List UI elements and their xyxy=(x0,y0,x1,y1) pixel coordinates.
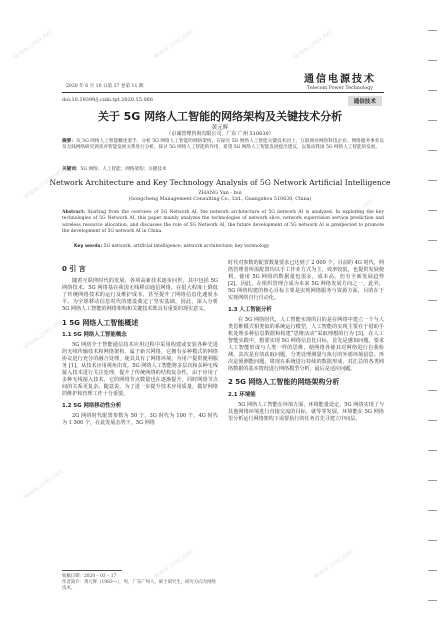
author-bio: 作者简介：黄元辉（1983—），男，广东广州人，硕士研究生，研究方向为网络技术。 xyxy=(62,580,216,591)
header-rule xyxy=(62,92,384,93)
body-paragraph: 时代对参数的配置数量要求已达到了 2 000 个，目前的 4G 时代，网络管理者所需配置均以手工作业方式为主，效率较低，也提供发展便利。使用 5G 网络的数据量也很多，成本高，但有全新发展趋势 [2]。因此，在组织管理合成为未来 5G 网络发展方向之一。此外，5G 网络构建的核心目标主要是实现网络服务与资源方面，目的在于实现网络自行自动化。 xyxy=(228,260,384,302)
title-cn: 关于 5G 网络人工智能的网络架构及关键技术分析 xyxy=(97,110,343,123)
doi-link[interactable]: doi:10.19399/j.cnki.tpt.2020.15.066 xyxy=(62,97,154,103)
watermark-text: www.cnki.net xyxy=(11,27,55,61)
body-paragraph: 5G 网络人工智能在环境方面，环境能量设定，5G 网络实现了与其他网络环境进行直接交流的目标。就等等发展。环境能在 5G 网络里分析运行网络架构下需要执行的任务首先寻建立中间层。 xyxy=(228,401,384,422)
keywords-en xyxy=(74,244,384,249)
section-heading: 0 引 言 xyxy=(62,265,86,273)
watermark-text: www.cnki.net xyxy=(151,27,195,61)
footnote-rule xyxy=(62,570,122,571)
author-cn: 黄元辉 xyxy=(211,125,229,131)
watermark-text: www.cnki.net xyxy=(21,317,65,351)
abstract-cn-text: 从 5G 网络人工智能概述着手，分析 5G 网络人工智能的网络架构，在探究 5G 网络人工智能关键技术同上，互联网对网络科技企业、网络服务事业以及无线网络研究调查对智能发展关系进行分析，探讨 5G 网络人工智能的作用，希望 5G 网络人工智能发展提出建议，以推动我国 5G 网络人工智能的发展。 xyxy=(62,139,384,151)
watermark-text: www.cnki.net xyxy=(21,467,65,501)
footnote xyxy=(62,570,218,592)
page-edge-marks xyxy=(424,0,440,620)
author-en: ZHANG Yan - hui xyxy=(198,190,242,196)
watermark-text: www.cnki.net xyxy=(21,167,65,201)
title-en: Network Architecture and Key Technology Analysis of 5G Network Artificial Intelligence xyxy=(49,178,391,187)
keywords-en-text: 5G network; artificial intelligence; network architecture; key technology xyxy=(103,244,270,249)
affiliation-cn: （京诚管理咨询有限公司，广东 广州 510630） xyxy=(166,131,274,137)
topic-badge: 通信技术 xyxy=(348,96,382,106)
section-heading: 1 5G 网络人工智能概述 xyxy=(62,318,139,327)
subsection-heading: 1.1 5G 网络人工智能概念 xyxy=(62,331,127,338)
watermark-text: www.cnki.net xyxy=(311,547,355,581)
watermark-text: www.cnki.net xyxy=(331,347,375,381)
body-paragraph: 随着互联网时代的发展，各项高新技术逐步问世，其中包括 5G 网络技术。5G 网络基在我国无线移动通信网络，在很大程度上降低了传统网络技术的运行及维护成本，甚至提升了网络信息化速度水平。为全球移动信息时代的建设奠定了坚实基础。因此，深入分析 5G 网络人工智能的网络架构和关键技术既具有重要的现实意义。 xyxy=(62,278,218,313)
watermark-text: www.cnki.net xyxy=(331,197,375,231)
issue-info: 2020 年 6 月 10 日第 37 卷第 11 期 xyxy=(66,84,144,89)
abstract-en-text: Starting from the overview of 5G Network AI, the network architecture of 5G network AI is analyzed. In exploring the key technologies of 5G Network AI, this paper mainly analyzes the technologies of network slice, network supervision service prediction and wireless resource allocation, and discusses the role of 5G Network AI, the future development of 5G network AI is prospected to promote the development of 5G network AI in China. xyxy=(62,210,384,234)
watermark-text: www.cnki.net xyxy=(291,27,335,61)
keywords-cn xyxy=(62,166,384,172)
keywords-cn-text: 5G 网络；人工智能；网络架构；关键技术 xyxy=(80,167,167,172)
body-paragraph: 在 5G 网络时代，人工智能实现的目的是在网络中建立一个与人类思维模式相类似的系统运行模型，人工智能的实现主要在于借助手机处理多种信息数据和构建“思维活动”采取理想的行为 [3]。在人工智能实践中，想要实现 5G 网络信息化目标，首先是感知问题，要求人工智能形成与人类一样的思维，使网络各使其对网络进行自我检测，其次是有效获取问题，分类处理测量与执行的外部环境信息；再次是预测能问题，将现在系统进行持续的数据形成，对汇总的各类网络数据的基本情况进行网络模型分析，最后是适应问题。 xyxy=(228,316,384,373)
received-date: 收稿日期：2020 – 03 – 17 xyxy=(62,574,117,579)
journal-name-cn: 通信电源技术 xyxy=(304,74,376,85)
abstract-en-label: Abstract: xyxy=(62,210,86,215)
body-paragraph: 2G 网络时代配置参数为 50 个，3G 时代为 100 个，4G 时代为 1 500 个，在此发展态势下，5G 网络 xyxy=(62,412,218,426)
subsection-heading: 2.1 环境能 xyxy=(228,391,256,398)
journal-name-en: Telecom Power Technology xyxy=(307,86,373,91)
subsection-heading: 1.3 人工智能分析 xyxy=(228,306,272,313)
abstract-en xyxy=(62,210,384,235)
keywords-en-label: Key words: xyxy=(74,244,103,249)
abstract-cn xyxy=(62,139,384,152)
watermark-text: www.cnki.net xyxy=(151,547,195,581)
affiliation-en: (Gongcheng Management Consulting Co., Ltd., Guangzhou 510630, China) xyxy=(128,197,312,202)
keywords-cn-label: 关键词： xyxy=(62,167,81,172)
journal-masthead xyxy=(304,70,376,91)
body-column-left xyxy=(62,260,218,427)
abstract-cn-label: 摘要： xyxy=(62,139,76,144)
section-heading: 2 5G 网络人工智能的网络架构分析 xyxy=(228,378,340,387)
body-paragraph: 5G 网络介于智能通信技术应用过程中采用构建或安装各种先进的无线传输技术和网络架构，属于新兴网络，它拥有多种模式的网络协议进行充分的融合处理，使其具有了网络环境，为用户提供便利服务 [1]。从技术应用视角出发，5G 网络人工智能将多层次和多种无线接入技术进行关注处理，提升了传统网络的结构复杂性，由于应用了多种无线接入技术，它的网络节点数量也在逐渐提升，同时网络节点间的关系更复杂。随意说，为了进一步提升技术应用质量，做好网络的维护和管理工作十分重要。 xyxy=(62,341,218,398)
subsection-heading: 1.2 5G 网络移动性分析 xyxy=(62,402,122,409)
body-column-right xyxy=(228,260,384,423)
